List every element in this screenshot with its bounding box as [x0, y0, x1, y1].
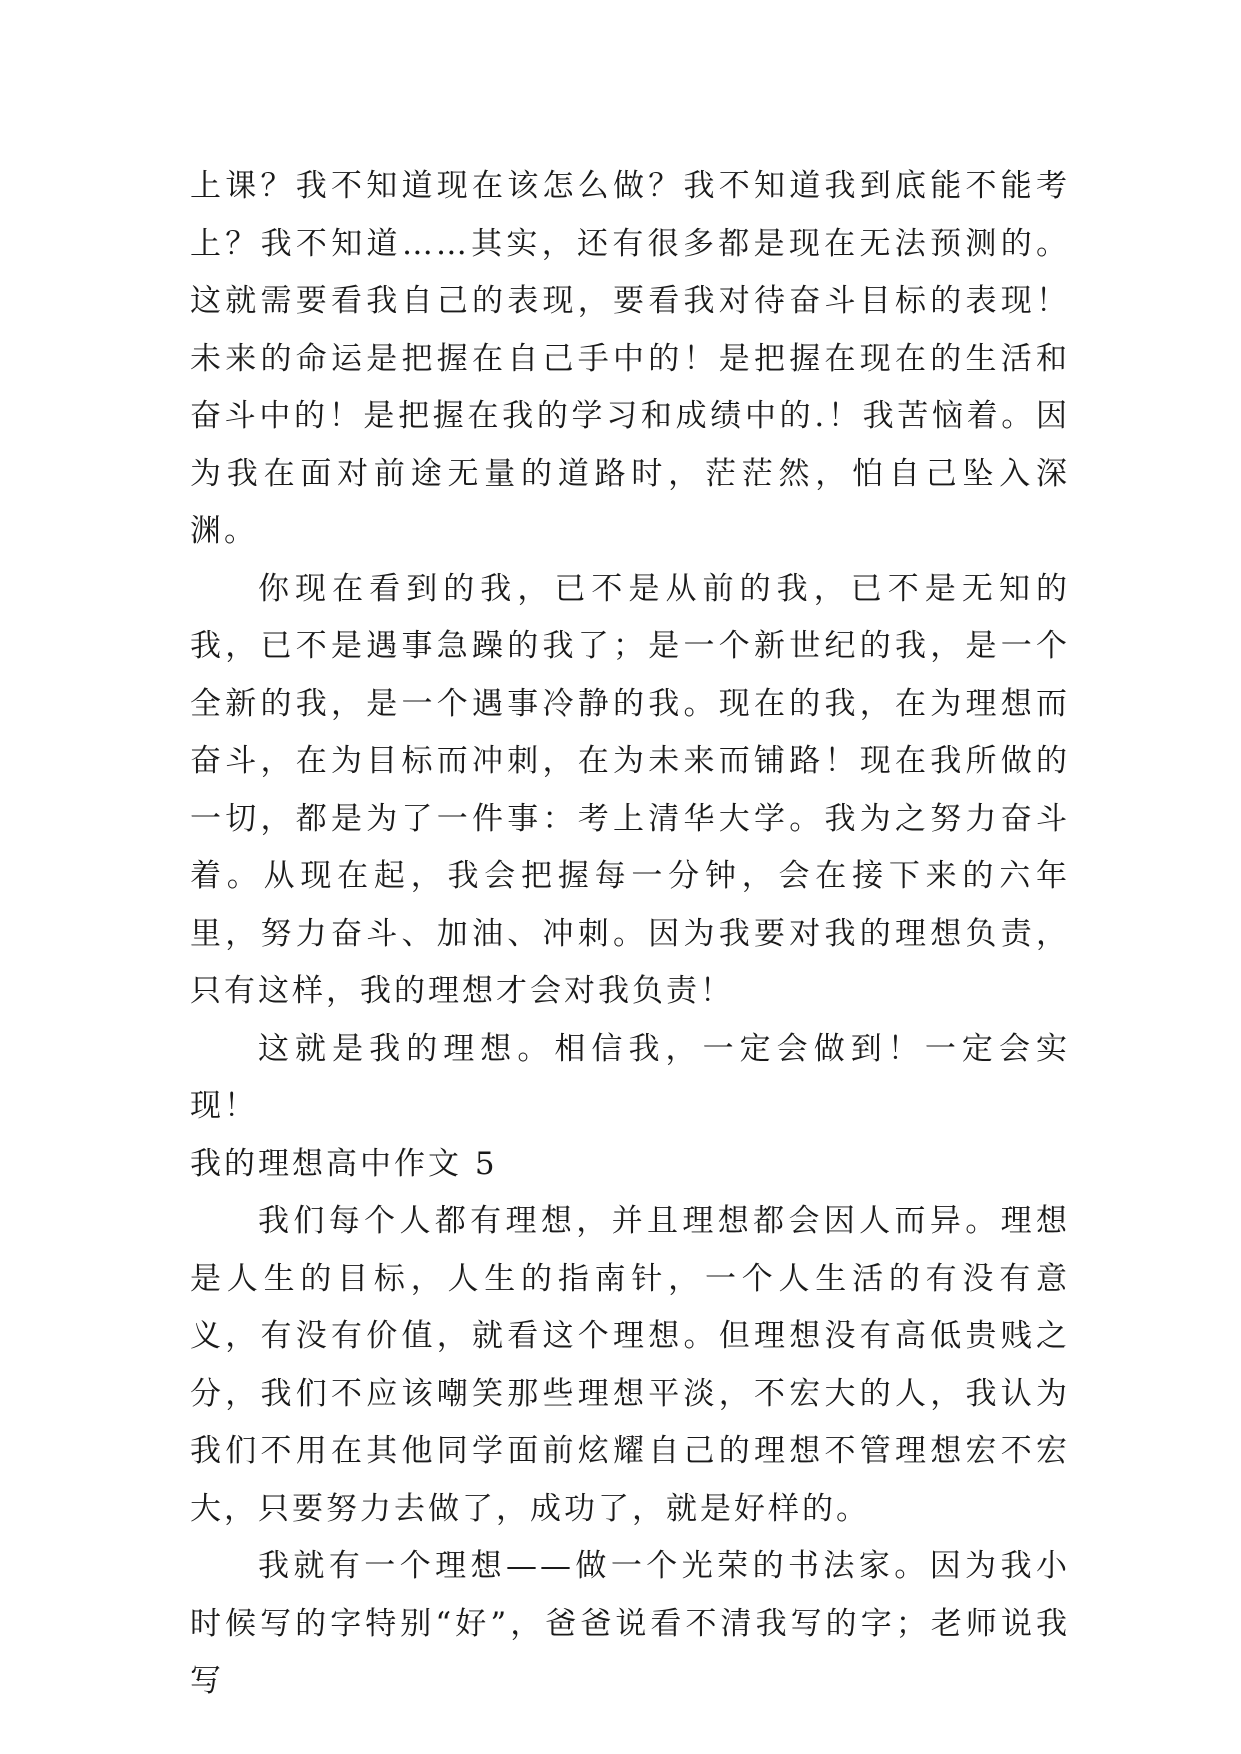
section-heading: 我的理想高中作文 5: [190, 1145, 498, 1182]
paragraph-4: 我们每个人都有理想，并且理想都会因人而异。理想是人生的目标，人生的指南针，一个人生活的有没有意义，有没有价值，就看这个理想。但理想没有高低贵贱之分，我们不应该嘲笑那些理想平淡，不宏大的人，我认为我们不用在其他同学面前炫耀自己的理想不管理想宏不宏大，只要努力去做了，成功了，就是好样的。: [190, 1203, 1070, 1527]
paragraph-2: 你现在看到的我，已不是从前的我，已不是无知的我，已不是遇事急躁的我了；是一个新世纪的我，是一个全新的我，是一个遇事冷静的我。现在的我，在为理想而奋斗，在为目标而冲刺，在为未来而铺路！现在我所做的一切，都是为了一件事：考上清华大学。我为之努力奋斗着。从现在起，我会把握每一分钟，会在接下来的六年里，努力奋斗、加油、冲刺。因为我要对我的理想负责，只有这样，我的理想才会对我负责！: [190, 570, 1070, 1009]
paragraph-1: 上课？我不知道现在该怎么做？我不知道我到底能不能考上？我不知道……其实，还有很多都是现在无法预测的。这就需要看我自己的表现，要看我对待奋斗目标的表现！未来的命运是把握在自己手中的！是把握在现在的生活和奋斗中的！是把握在我的学习和成绩中的.！我苦恼着。因为我在面对前途无量的道路时，茫茫然，怕自己坠入深渊。: [190, 168, 1070, 549]
paragraph-3: 这就是我的理想。相信我，一定会做到！一定会实现！: [190, 1030, 1070, 1124]
document-body: [190, 158, 1070, 1711]
paragraph-5: 我就有一个理想——做一个光荣的书法家。因为我小时候写的字特别“好”，爸爸说看不清我写的字；老师说我写: [190, 1548, 1070, 1699]
